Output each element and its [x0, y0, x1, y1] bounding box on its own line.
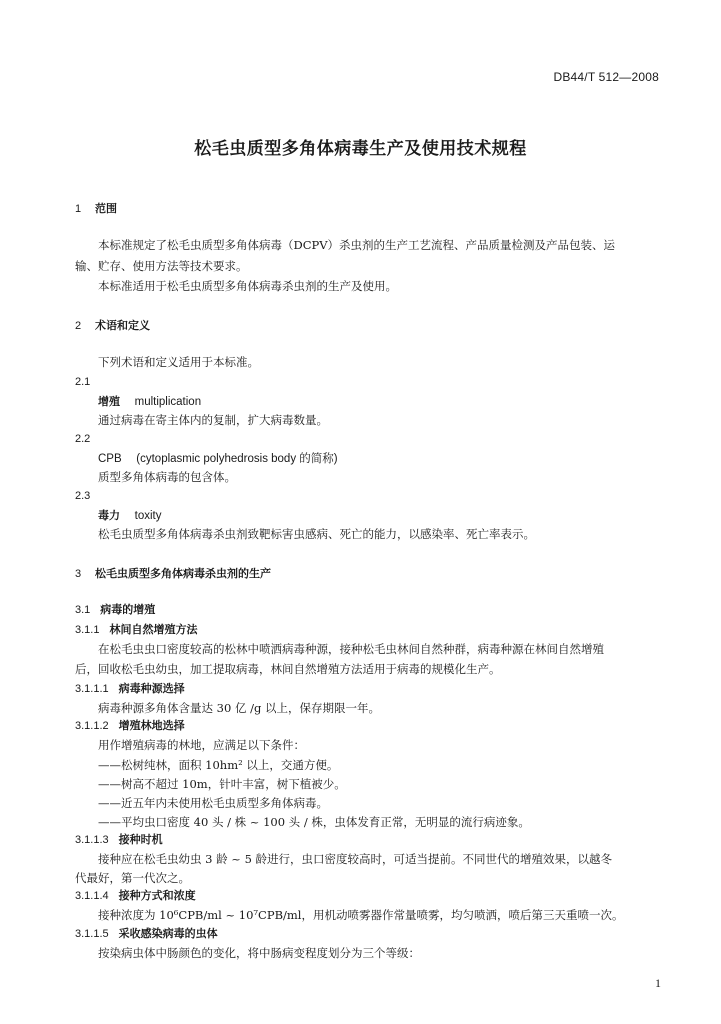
- paragraph-line: 本标准规定了松毛虫质型多角体病毒（DCPV）杀虫剂的生产工艺流程、产品质量检测及产品包装、运: [98, 238, 616, 252]
- subsection-number: 3.1: [75, 604, 91, 616]
- term-number: 2.1: [75, 376, 91, 388]
- section-1-heading: [75, 201, 117, 217]
- subsection-heading: [75, 681, 185, 697]
- subsection-heading: [75, 602, 155, 618]
- paragraph-line: 病毒种源多角体含量达 30 亿 /g 以上，保存期限一年。: [98, 701, 380, 715]
- subsection-heading: [75, 888, 196, 904]
- document-title: 松毛虫质型多角体病毒生产及使用技术规程: [194, 139, 527, 159]
- subsection-heading: [75, 832, 163, 848]
- term-definition: 松毛虫质型多角体病毒杀虫剂致靶标害虫感病、死亡的能力，以感染率、死亡率表示。: [98, 527, 535, 541]
- term-number: 2.2: [75, 433, 91, 445]
- list-item: ——树高不超过 10m，针叶丰富，树下植被少。: [98, 777, 346, 791]
- list-item: ——平均虫口密度 40 头 / 株 ~ 100 头 / 株，虫体发育正常，无明显的流行病迹象。: [98, 815, 530, 829]
- subsection-title: 采收感染病毒的虫体: [118, 927, 218, 940]
- section-title: 松毛虫质型多角体病毒杀虫剂的生产: [95, 567, 271, 580]
- subsection-title: 增殖林地选择: [118, 719, 185, 732]
- subsection-title: 病毒的增殖: [100, 603, 156, 616]
- term-en: toxity: [134, 510, 162, 522]
- subsection-title: 病毒种源选择: [118, 682, 185, 695]
- paragraph-line: 输、贮存、使用方法等技术要求。: [75, 259, 248, 273]
- subsection-number: 3.1.1.2: [75, 720, 109, 732]
- subsection-title: 林间自然增殖方法: [109, 623, 198, 636]
- subsection-heading: [75, 926, 218, 942]
- subsection-number: 3.1.1.5: [75, 928, 109, 940]
- paragraph-line: 接种应在松毛虫幼虫 3 龄 ~ 5 龄进行，虫口密度较高时，可适当提前。不同世代的增殖效果，以越冬: [98, 852, 613, 866]
- subsection-number: 3.1.1.3: [75, 834, 109, 846]
- term-en: (cytoplasmic polyhedrosis body 的简称): [136, 453, 338, 465]
- section-title: 范围: [95, 202, 117, 215]
- section-2-heading: [75, 318, 150, 334]
- list-item: ——近五年内未使用松毛虫质型多角体病毒。: [98, 796, 328, 810]
- subsection-number: 3.1.1.1: [75, 683, 109, 695]
- subsection-number: 3.1.1: [75, 624, 100, 636]
- standard-code: DB44/T 512—2008: [553, 70, 659, 84]
- term-definition: 通过病毒在寄主体内的复制，扩大病毒数量。: [98, 413, 328, 427]
- term-heading: [98, 507, 161, 524]
- paragraph-line: 用作增殖病毒的林地，应满足以下条件：: [98, 738, 305, 752]
- paragraph-line: 代最好，第一代次之。: [75, 871, 190, 885]
- paragraph-line: 下列术语和定义适用于本标准。: [98, 355, 259, 369]
- subsection-heading: [75, 622, 197, 638]
- subsection-number: 3.1.1.4: [75, 890, 109, 902]
- term-cn: 增殖: [98, 395, 120, 408]
- term-heading: [98, 450, 338, 467]
- term-cn: 毒力: [98, 509, 120, 522]
- paragraph-line: 按染病虫体中肠颜色的变化，将中肠病变程度划分为三个等级：: [98, 946, 420, 960]
- paragraph-line: 本标准适用于松毛虫质型多角体病毒杀虫剂的生产及使用。: [98, 279, 397, 293]
- term-definition: 质型多角体病毒的包含体。: [98, 470, 236, 484]
- paragraph-line: 接种浓度为 10⁶CPB/ml ~ 10⁷CPB/ml，用机动喷雾器作常量喷雾，均匀喷洒，喷后第三天重喷一次。: [98, 908, 624, 922]
- term-heading: [98, 393, 201, 410]
- page-number: 1: [655, 976, 661, 990]
- section-3-heading: [75, 566, 271, 582]
- section-number: 3: [75, 568, 82, 580]
- subsection-title: 接种时机: [118, 833, 163, 846]
- paragraph-line: 后，回收松毛虫幼虫，加工提取病毒，林间自然增殖方法适用于病毒的规模化生产。: [75, 662, 501, 676]
- section-title: 术语和定义: [95, 319, 150, 332]
- term-number: 2.3: [75, 490, 91, 502]
- list-item: ——松树纯林，面积 10hm² 以上，交通方便。: [98, 758, 339, 772]
- section-number: 2: [75, 320, 82, 332]
- subsection-heading: [75, 718, 185, 734]
- subsection-title: 接种方式和浓度: [118, 889, 196, 902]
- section-number: 1: [75, 203, 82, 215]
- term-en: multiplication: [134, 396, 202, 408]
- paragraph-line: 在松毛虫虫口密度较高的松林中喷洒病毒种源，接种松毛虫林间自然种群，病毒种源在林间自然增殖: [98, 642, 604, 656]
- term-cn: CPB: [98, 453, 122, 465]
